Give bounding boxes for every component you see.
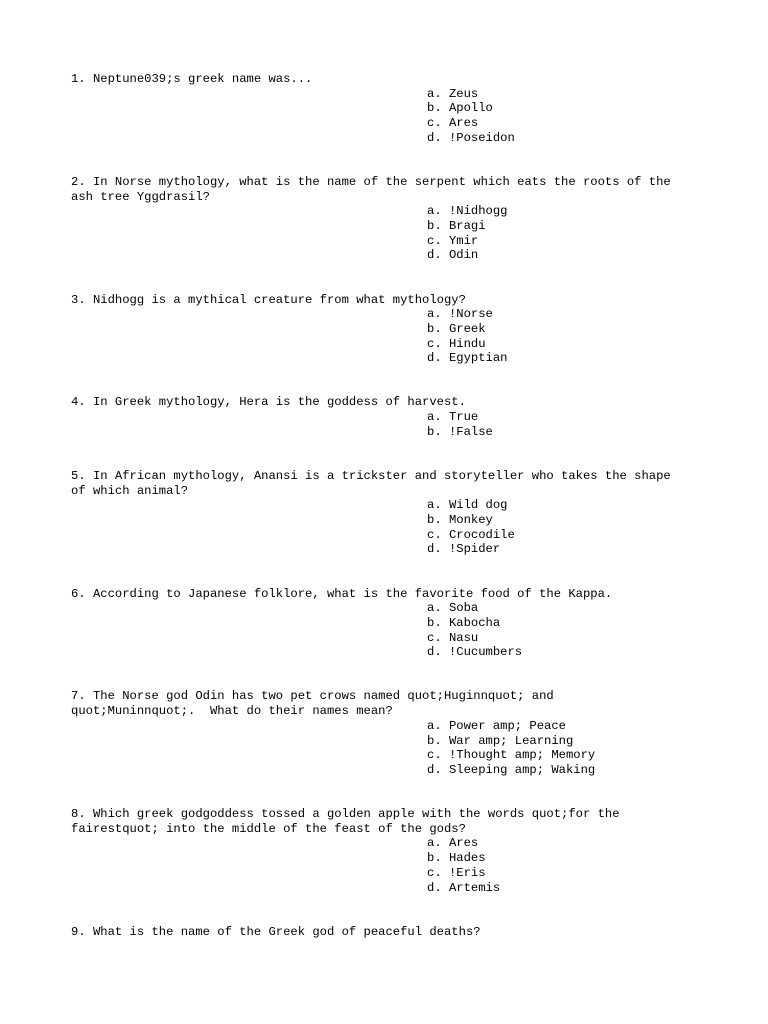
- answer-options: [71, 836, 701, 895]
- question-text: 1. Neptune039;s greek name was...: [71, 72, 313, 86]
- answer-option: b. Kabocha: [427, 615, 501, 630]
- question-block: [71, 925, 701, 940]
- question-text: 2. In Norse mythology, what is the name of the serpent which eats the roots of the ash tree Yggdrasil?: [71, 174, 671, 204]
- answer-options: [71, 87, 701, 146]
- answer-option: d. Odin: [427, 248, 479, 263]
- answer-option: b. Greek: [427, 321, 486, 336]
- question-block: [71, 689, 701, 777]
- question-text: 8. Which greek godgoddess tossed a golden apple with the words quot;for the fairestquot; into the middle of the feast of the gods?: [71, 807, 620, 836]
- answer-option: d. Artemis: [427, 880, 501, 895]
- question-block: [71, 395, 701, 439]
- answer-option: b. !False: [427, 424, 493, 439]
- answer-option: c. Hindu: [427, 336, 486, 351]
- answer-option: b. Hades: [427, 851, 486, 866]
- answer-option: d. Sleeping amp; Waking: [427, 762, 596, 777]
- question-text: 3. Nidhogg is a mythical creature from what mythology?: [71, 292, 466, 307]
- answer-options: [71, 719, 701, 778]
- question-block: [71, 469, 701, 557]
- question-text: 6. According to Japanese folklore, what is the favorite food of the Kappa.: [71, 586, 613, 601]
- answer-option: a. !Norse: [427, 307, 493, 322]
- answer-option: a. Soba: [427, 601, 479, 616]
- question-block: [71, 175, 701, 263]
- answer-option: a. Power amp; Peace: [427, 718, 566, 733]
- answer-option: b. Apollo: [427, 101, 493, 116]
- answer-option: a. Zeus: [427, 86, 479, 101]
- answer-option: d. !Poseidon: [427, 130, 515, 145]
- answer-options: [71, 601, 701, 660]
- question-text: 9. What is the name of the Greek god of peaceful deaths?: [71, 924, 481, 939]
- question-block: [71, 587, 701, 661]
- answer-option: c. Ares: [427, 116, 479, 131]
- answer-option: c. Ymir: [427, 233, 479, 248]
- answer-options: [71, 410, 701, 439]
- answer-options: [71, 307, 701, 366]
- question-text: 5. In African mythology, Anansi is a trickster and storyteller who takes the shape of which animal?: [71, 468, 671, 498]
- answer-option: b. Bragi: [427, 219, 486, 234]
- question-block: [71, 293, 701, 367]
- question-text: 4. In Greek mythology, Hera is the goddess of harvest.: [71, 395, 466, 410]
- answer-option: a. Ares: [427, 836, 479, 851]
- answer-option: c. Crocodile: [427, 527, 515, 542]
- answer-option: d. Egyptian: [427, 351, 508, 366]
- answer-option: c. !Eris: [427, 865, 486, 880]
- answer-option: c. !Thought amp; Memory: [427, 748, 596, 763]
- answer-option: a. Wild dog: [427, 498, 508, 513]
- answer-option: c. Nasu: [427, 630, 479, 645]
- question-text: 7. The Norse god Odin has two pet crows named quot;Huginnquot; and quot;Muninnquot;. What do their names mean?: [71, 689, 554, 719]
- answer-option: d. !Spider: [427, 542, 501, 557]
- answer-options: [71, 498, 701, 557]
- question-block: [71, 807, 701, 895]
- answer-option: a. True: [427, 410, 479, 425]
- answer-option: a. !Nidhogg: [427, 204, 508, 219]
- answer-options: [71, 204, 701, 263]
- answer-option: d. !Cucumbers: [427, 645, 523, 660]
- question-block: [71, 72, 701, 146]
- answer-option: b. Monkey: [427, 513, 493, 528]
- quiz-document: [71, 72, 701, 969]
- answer-option: b. War amp; Learning: [427, 733, 574, 748]
